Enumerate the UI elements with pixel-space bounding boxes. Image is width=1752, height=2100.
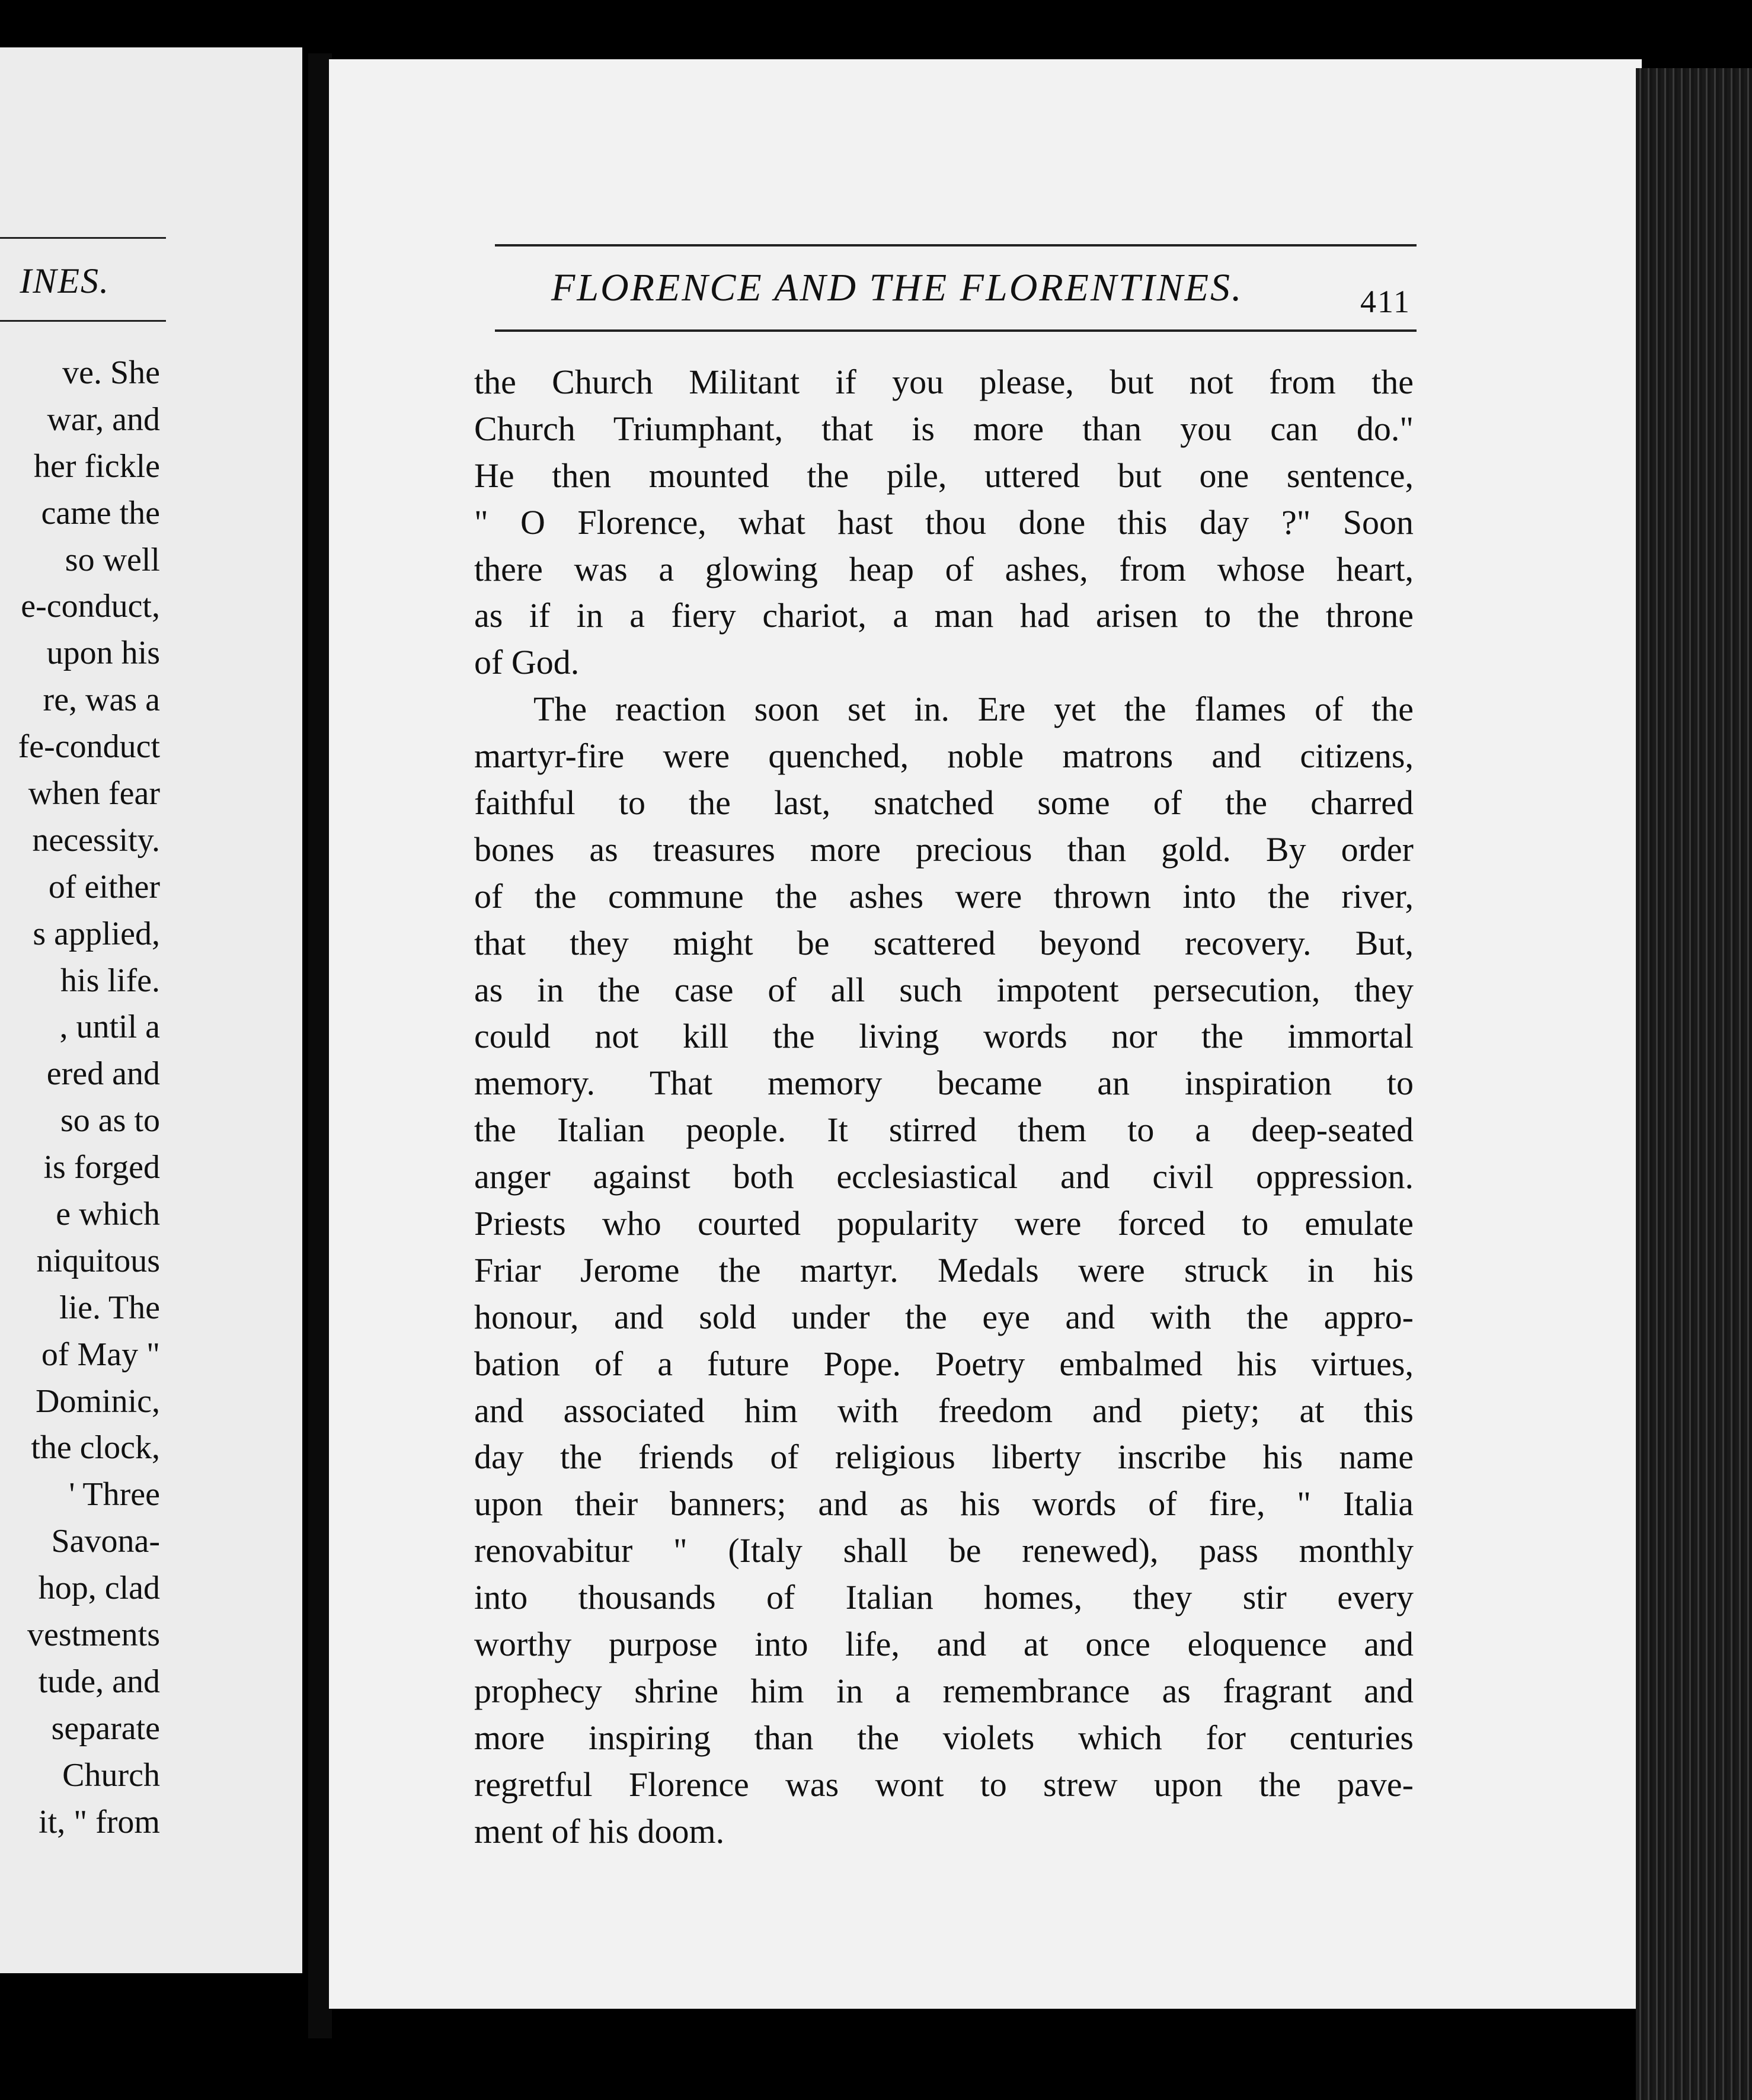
left-text-line: so well [65,541,160,578]
left-text-line: hop, clad [38,1570,160,1607]
left-text-line: it, " from [39,1803,160,1840]
left-text-line: when fear [28,775,160,812]
left-text-line: s applied, [33,915,160,952]
text-line: bation of a future Pope. Poetry embalmed his virtues, [474,1344,1414,1383]
text-line: day the friends of religious liberty inscribe his name [474,1438,1414,1477]
left-text-line: Savona- [51,1523,160,1560]
text-line: as in the case of all such impotent persecution, they [474,970,1414,1009]
text-line: Priests who courted popularity were forced to emulate [474,1204,1414,1243]
left-text-line: his life. [60,962,160,999]
left-text-line: necessity. [32,821,160,859]
left-header-top-rule [0,237,166,239]
left-text-line: ered and [46,1055,160,1093]
left-text-line: her fickle [34,447,160,485]
book-gutter [308,53,332,2038]
text-line: prophecy shrine him in a remembrance as fragrant and [474,1671,1414,1710]
left-text-line: lie. The [59,1289,160,1326]
left-text-line: of either [48,868,160,905]
text-line: that they might be scattered beyond recovery. But, [474,923,1414,962]
left-text-line: so as to [60,1102,160,1139]
left-header-bottom-rule [0,320,166,322]
left-text-line: fe-conduct [18,728,160,766]
text-line: The reaction soon set in. Ere yet the flames of the [533,690,1414,729]
left-running-header: INES. [20,261,110,300]
body-text [474,359,1414,1855]
page-number: 411 [1360,284,1411,319]
left-text-line: e which [56,1196,160,1233]
text-line: " O Florence, what hast thou done this day ?" Soon [474,502,1414,542]
left-text-line: niquitous [36,1242,160,1279]
left-text-line: ' Three [69,1476,160,1513]
left-text-line: Dominic, [36,1382,160,1420]
header-top-rule [495,244,1417,247]
text-line: Friar Jerome the martyr. Medals were struck in his [474,1250,1414,1289]
left-text-line: tude, and [38,1663,160,1700]
text-line: ment of his doom. [474,1811,725,1851]
text-line: there was a glowing heap of ashes, from whose heart, [474,549,1414,588]
left-text-line: war, and [47,401,160,438]
text-line: as if in a fiery chariot, a man had arisen to the throne [474,596,1414,635]
left-text-line: re, was a [43,681,160,719]
text-line: faithful to the last, snatched some of the charred [474,783,1414,822]
text-line: martyr-fire were quenched, noble matrons and citizens, [474,737,1414,776]
text-line: upon their banners; and as his words of fire, " Italia [474,1484,1414,1523]
left-text-line: , until a [59,1009,160,1046]
text-line: into thousands of Italian homes, they stir every [474,1578,1414,1617]
left-text-line: the clock, [31,1429,160,1467]
text-line: of the commune the ashes were thrown into the river, [474,876,1414,915]
text-line: the Church Militant if you please, but not from the [474,363,1414,401]
text-line: memory. That memory became an inspiration to [474,1064,1414,1103]
left-text-line: ve. She [62,354,160,391]
header-bottom-rule [495,329,1417,332]
left-text-line: is forged [43,1149,160,1186]
text-line: more inspiring than the violets which for centuries [474,1718,1414,1757]
text-line: He then mounted the pile, uttered but one sentence, [474,456,1414,495]
text-line: renovabitur " (Italy shall be renewed), pass monthly [474,1531,1414,1570]
left-text-block [0,350,160,1846]
left-text-line: separate [51,1710,160,1747]
left-text-line: e-conduct, [21,588,160,625]
left-text-line: upon his [46,635,160,672]
text-line: regretful Florence was wont to strew upon the pave- [474,1765,1414,1804]
text-line: and associated him with freedom and piety; at this [474,1391,1414,1430]
text-line: worthy purpose into life, and at once eloquence and [474,1625,1414,1664]
left-text-line: of May " [41,1336,160,1373]
left-text-line: Church [62,1756,160,1794]
left-text-line: came the [41,494,160,532]
text-line: the Italian people. It stirred them to a deep-seated [474,1110,1414,1150]
text-line: of God. [474,643,580,682]
text-line: Church Triumphant, that is more than you can do." [474,409,1414,448]
page-edges [1636,68,1752,2100]
text-line: honour, and sold under the eye and with the appro- [474,1297,1414,1336]
left-text-line: vestments [27,1616,160,1654]
left-page [0,47,302,1973]
text-line: anger against both ecclesiastical and civil oppression. [474,1157,1414,1196]
text-line: could not kill the living words nor the immortal [474,1017,1414,1056]
text-line: bones as treasures more precious than gold. By order [474,830,1414,869]
running-header: FLORENCE AND THE FLORENTINES. [551,266,1243,309]
